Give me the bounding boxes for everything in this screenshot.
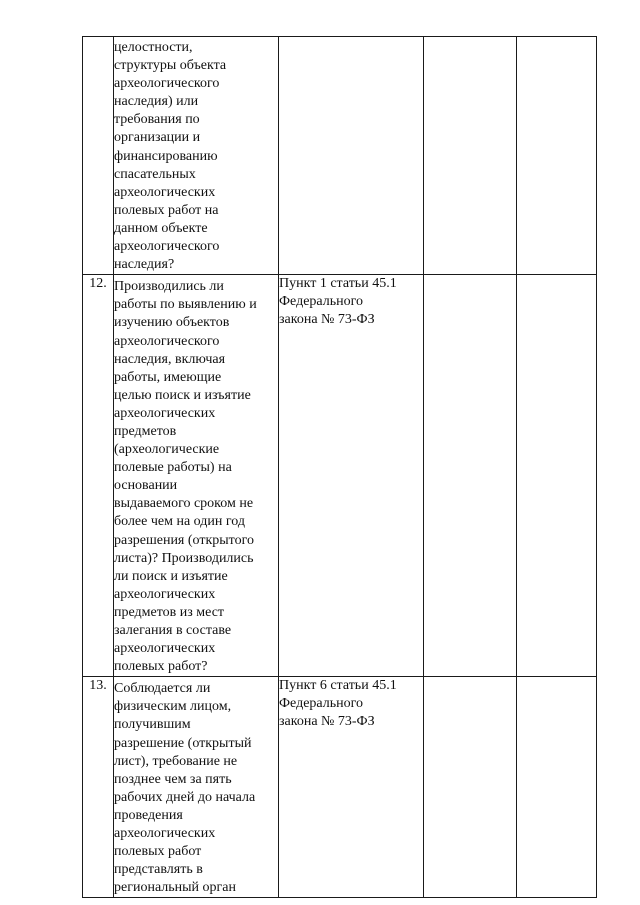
row-number: 12. [83, 275, 114, 677]
empty-cell [424, 677, 517, 898]
empty-cell [424, 37, 517, 275]
question-cell: Соблюдается ли физическим лицом, получившим разрешение (открытый лист), требование не позднее чем за пять рабочих дней до начала проведения археологических полевых работ представлять в региональный орган [114, 677, 279, 898]
empty-cell [517, 677, 597, 898]
table-row [83, 37, 597, 275]
empty-cell [517, 37, 597, 275]
legal-reference-cell: Пункт 6 статьи 45.1 Федерального закона № 73-ФЗ [279, 677, 424, 898]
table-row [83, 677, 597, 898]
legal-reference-cell: Пункт 1 статьи 45.1 Федерального закона № 73-ФЗ [279, 275, 424, 677]
question-cell: Производились ли работы по выявлению и изучению объектов археологического наследия, включая работы, имеющие целью поиск и изъятие археологических предметов (археологические полевые работы) на основании выдаваемого сроком не более чем на один год разрешения (открытого листа)? Производились ли поиск и изъятие археологических предметов из мест залегания в составе археологических полевых работ? [114, 275, 279, 677]
table-row [83, 275, 597, 677]
row-number [83, 37, 114, 275]
legal-reference-cell [279, 37, 424, 275]
checklist-table [82, 36, 597, 898]
empty-cell [424, 275, 517, 677]
row-number: 13. [83, 677, 114, 898]
question-cell: целостности, структуры объекта археологического наследия) или требования по организации и финансированию спасательных археологических полевых работ на данном объекте археологического наследия? [114, 37, 279, 275]
empty-cell [517, 275, 597, 677]
